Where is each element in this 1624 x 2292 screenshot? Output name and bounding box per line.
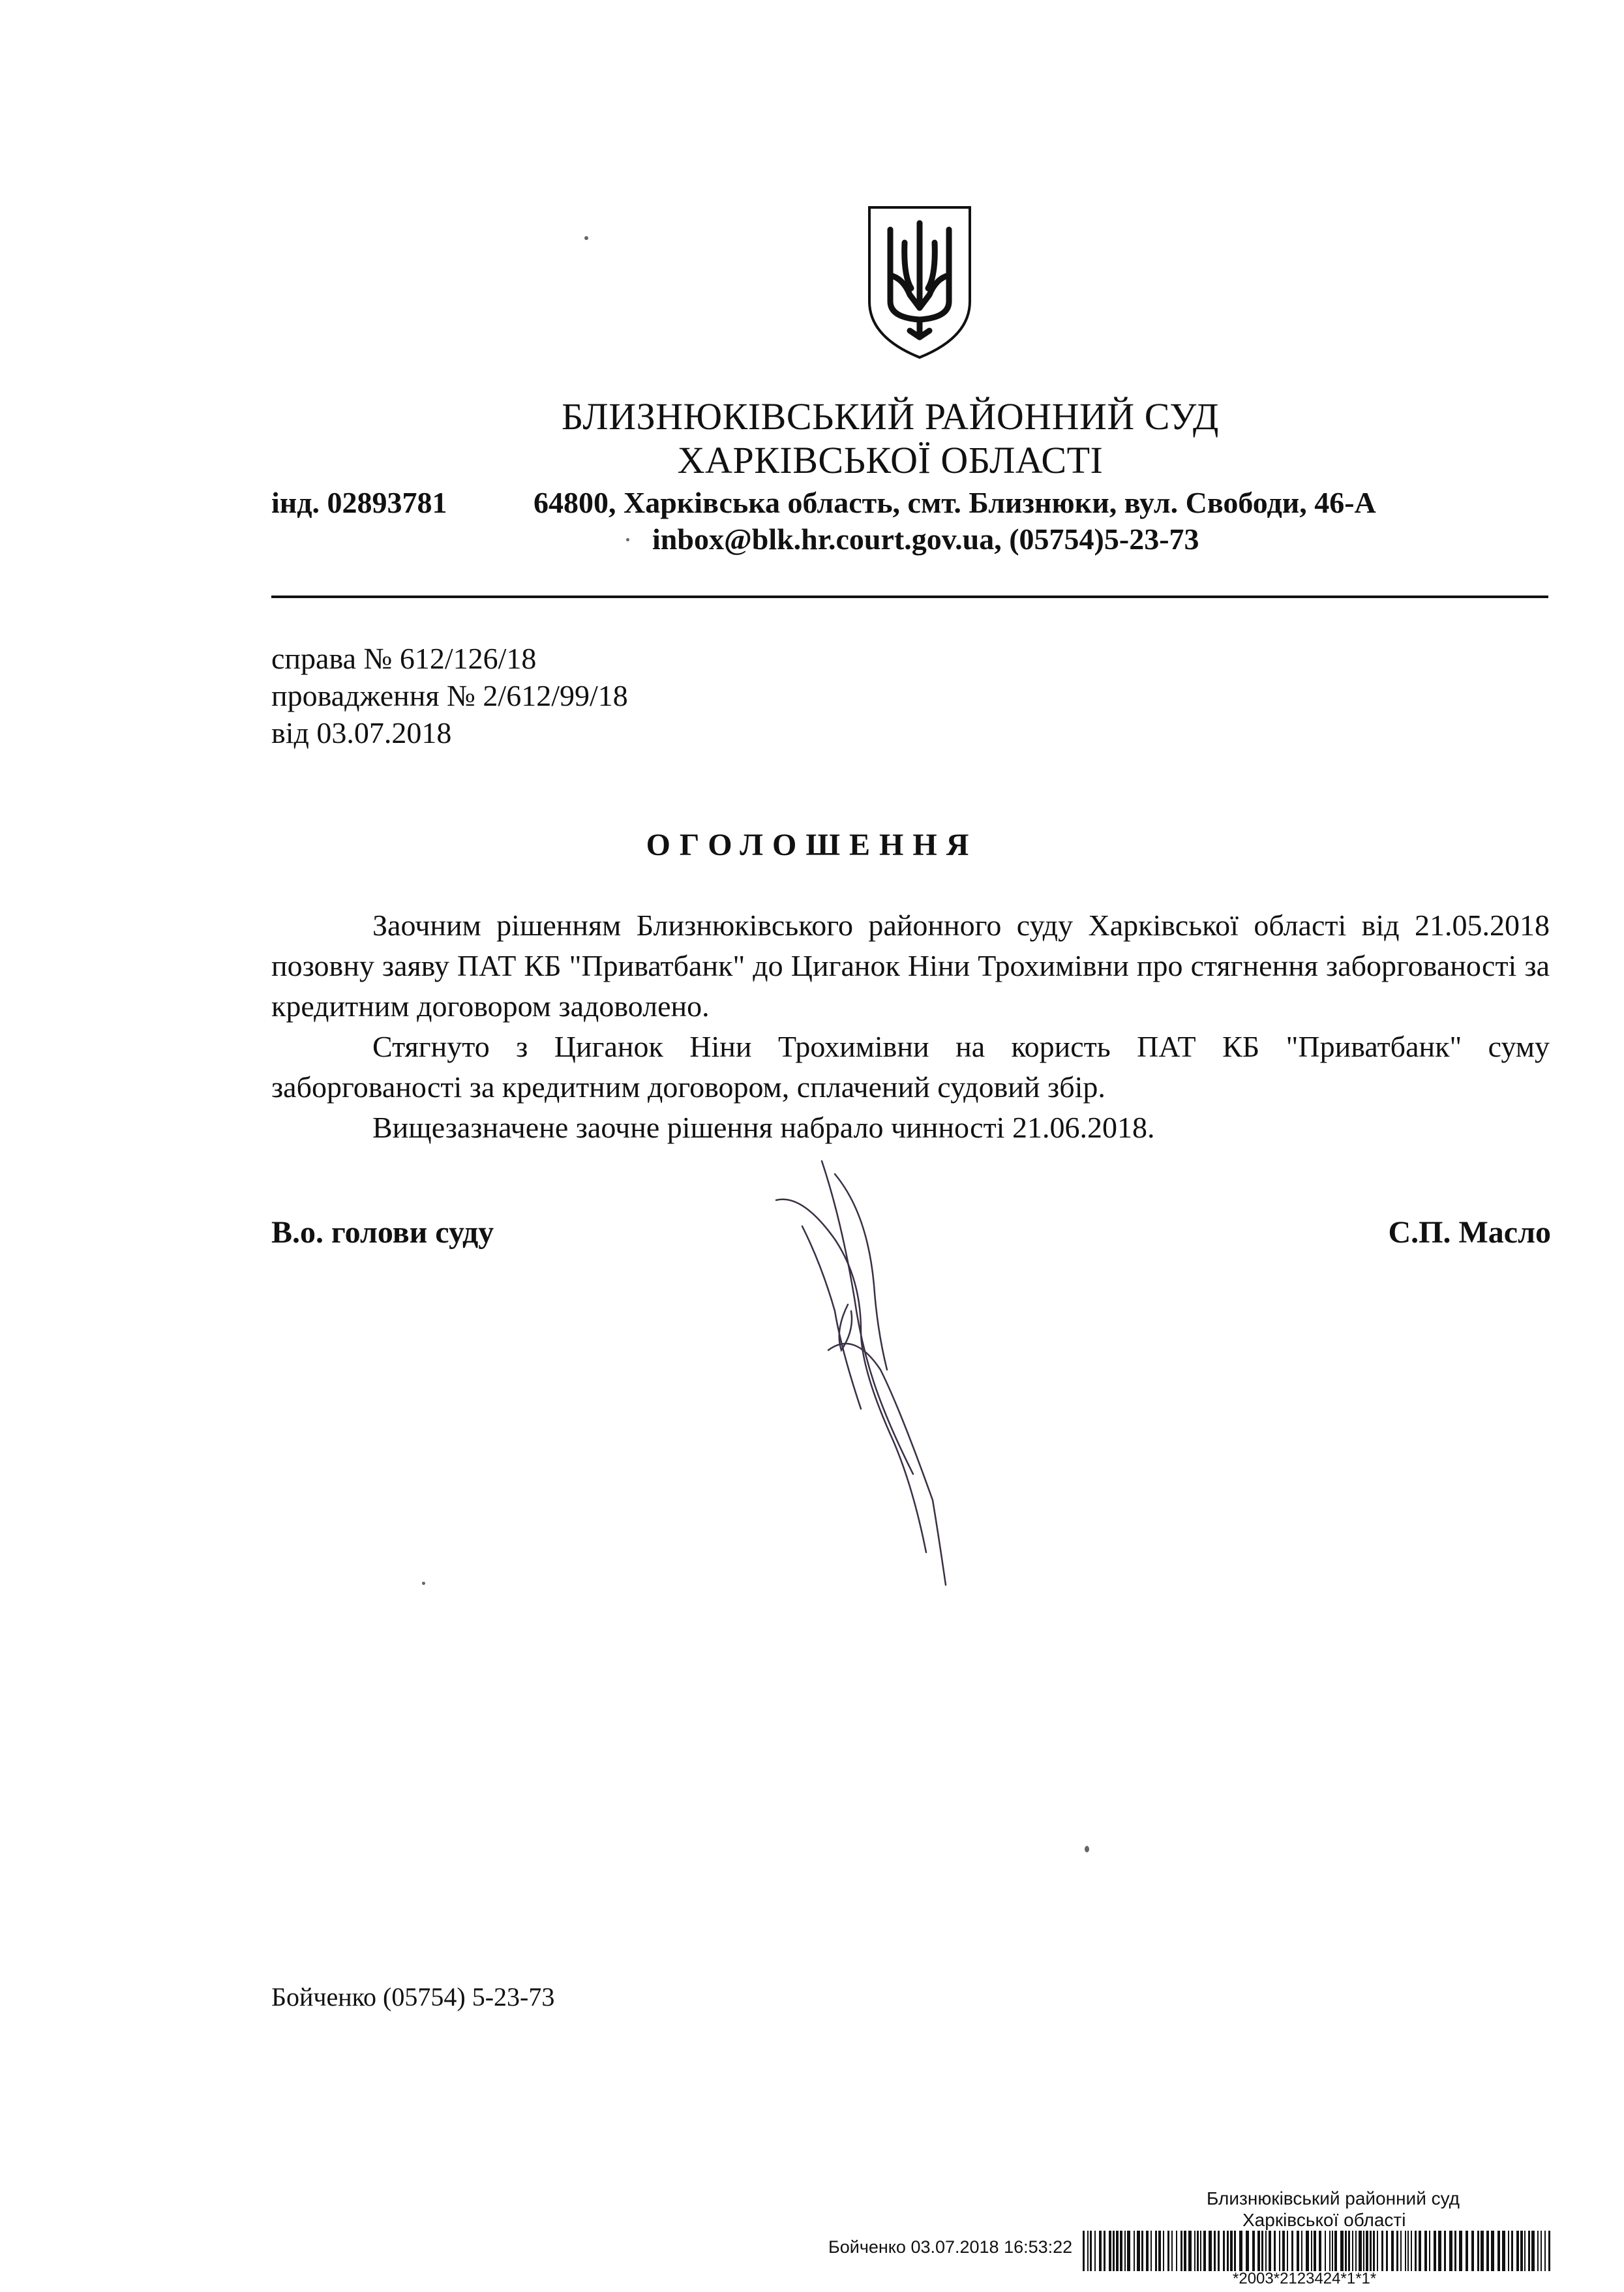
barcode-bar (1279, 2231, 1280, 2271)
barcode-bar (1116, 2231, 1119, 2271)
barcode-bar (1348, 2231, 1350, 2271)
scan-speck (422, 1582, 425, 1585)
barcode-bar (1334, 2231, 1337, 2271)
barcode-bar (1541, 2231, 1542, 2271)
stamp-court-line1: Близнюківський районний суд (1207, 2188, 1460, 2209)
barcode-bar (1319, 2231, 1321, 2271)
signatory-name: С.П. Масло (1388, 1215, 1551, 1250)
barcode-bar (1171, 2231, 1173, 2271)
ind-code: інд. 02893781 (271, 486, 447, 519)
barcode-bar (1528, 2231, 1530, 2271)
barcode-bar (1314, 2231, 1316, 2271)
document-date: від 03.07.2018 (271, 716, 452, 749)
handwritten-signature (763, 1135, 959, 1591)
barcode-bar (1352, 2231, 1353, 2271)
barcode-bar (1306, 2231, 1309, 2271)
barcode-bar (1537, 2231, 1539, 2271)
barcode-bar (1520, 2231, 1523, 2271)
barcode-bar (1444, 2231, 1446, 2271)
barcode-bar (1083, 2231, 1085, 2271)
barcode-bar (1386, 2231, 1388, 2271)
barcode-bar (1511, 2231, 1513, 2271)
barcode-bar (1497, 2231, 1500, 2271)
barcode-bar (1188, 2231, 1192, 2271)
document-barcode (1083, 2231, 1552, 2271)
barcode-bar (1311, 2231, 1312, 2271)
barcode-bar (1218, 2231, 1220, 2271)
notice-paragraph-2: Стягнуто з Циганок Ніни Трохимівни на користь ПАТ КБ "Приватбанк" суму заборгованості за кредитним договором, сплачений судовий збір. (271, 1030, 1550, 1104)
barcode-bar (1087, 2231, 1089, 2271)
barcode-bar (1477, 2231, 1479, 2271)
barcode-bar (1454, 2231, 1456, 2271)
barcode-bar (1297, 2231, 1299, 2271)
header-divider (271, 596, 1548, 598)
barcode-bar (1141, 2231, 1143, 2271)
barcode-bar (1332, 2231, 1333, 2271)
barcode-bar (1194, 2231, 1195, 2271)
barcode-bar (1381, 2231, 1383, 2271)
barcode-bar (1486, 2231, 1489, 2271)
notice-paragraph-1: Заочним рішенням Близнюківського районного суду Харківської області від 21.05.2018 позовну заяву ПАТ КБ "Приватбанк" до Циганок Ніни Трохимівни про стягнення заборгованості за кредитним договором задоволено. (271, 909, 1550, 1023)
barcode-bar (1531, 2231, 1535, 2271)
barcode-bar (1261, 2231, 1263, 2271)
barcode-bar (1411, 2231, 1412, 2271)
barcode-bar (1291, 2231, 1293, 2271)
barcode-bar (1203, 2231, 1206, 2271)
scan-speck (584, 236, 588, 240)
barcode-bar (1355, 2231, 1357, 2271)
barcode-bar (1146, 2231, 1149, 2271)
court-address: 64800, Харківська область, смт. Близнюки, вул. Свободи, 46-А (534, 486, 1376, 519)
barcode-bar (1230, 2231, 1233, 2271)
barcode-bar (1287, 2231, 1288, 2271)
barcode-bar (1113, 2231, 1115, 2271)
barcode-bar (1163, 2231, 1164, 2271)
signatory-position: В.о. голови суду (271, 1215, 494, 1250)
notice-title: ОГОЛОШЕННЯ (646, 828, 978, 862)
barcode-bar (1405, 2231, 1406, 2271)
executor-contact: Бойченко (05754) 5-23-73 (271, 1982, 555, 2012)
barcode-bar (1373, 2231, 1375, 2271)
barcode-bar (1120, 2231, 1122, 2271)
barcode-bar (1400, 2231, 1402, 2271)
barcode-bar (1424, 2231, 1427, 2271)
barcode-bar (1227, 2231, 1229, 2271)
barcode-bar (1124, 2231, 1126, 2271)
barcode-bar (1481, 2231, 1484, 2271)
barcode-bar (1415, 2231, 1417, 2271)
barcode-bar (1269, 2231, 1271, 2271)
barcode-bar (1391, 2231, 1394, 2271)
barcode-bar (1099, 2231, 1102, 2271)
barcode-bar (1438, 2231, 1441, 2271)
notice-paragraph-3: Вищезазначене заочне рішення набрало чинності 21.06.2018. (372, 1111, 1155, 1144)
barcode-bar (1209, 2231, 1212, 2271)
coat-of-arms-emblem (864, 204, 975, 360)
barcode-bar (1508, 2231, 1509, 2271)
barcode-bar (1434, 2231, 1436, 2271)
barcode-bar (1429, 2231, 1430, 2271)
barcode-bar (1325, 2231, 1326, 2271)
barcode-bar (1234, 2231, 1236, 2271)
barcode-bar (1134, 2231, 1135, 2271)
court-name-line1: БЛИЗНЮКІВСЬКИЙ РАЙОННИЙ СУД (562, 395, 1219, 438)
barcode-bar (1370, 2231, 1372, 2271)
barcode-bar (1109, 2231, 1111, 2271)
barcode-bar (1449, 2231, 1452, 2271)
barcode-bar (1127, 2231, 1130, 2271)
court-name-line2: ХАРКІВСЬКОЇ ОБЛАСТІ (677, 439, 1104, 481)
barcode-bar (1197, 2231, 1199, 2271)
barcode-bar (1459, 2231, 1462, 2271)
barcode-bar (1329, 2231, 1331, 2271)
barcode-bar (1184, 2231, 1186, 2271)
barcode-bar (1090, 2231, 1092, 2271)
barcode-bar (1340, 2231, 1344, 2271)
barcode-bar (1137, 2231, 1140, 2271)
barcode-bar (1366, 2231, 1368, 2271)
barcode-bar (1396, 2231, 1398, 2271)
barcode-bar (1471, 2231, 1474, 2271)
barcode-bar (1167, 2231, 1169, 2271)
barcode-bar (1544, 2231, 1546, 2271)
barcode-bar (1257, 2231, 1260, 2271)
barcode-bar (1466, 2231, 1468, 2271)
barcode-bar (1104, 2231, 1105, 2271)
barcode-bar (1345, 2231, 1347, 2271)
barcode-bar (1407, 2231, 1409, 2271)
barcode-bar (1491, 2231, 1494, 2271)
barcode-number: *2003*2123424*1*1* (1233, 2270, 1377, 2287)
stamp-registration-meta: Бойченко 03.07.2018 16:53:22 (828, 2237, 1073, 2257)
scan-speck (626, 538, 629, 541)
barcode-bar (1282, 2231, 1285, 2271)
court-email-phone: inbox@blk.hr.court.gov.ua, (05754)5-23-73 (652, 522, 1199, 556)
barcode-bar (1516, 2231, 1519, 2271)
barcode-bar (1155, 2231, 1157, 2271)
barcode-bar (1524, 2231, 1526, 2271)
barcode-bar (1502, 2231, 1505, 2271)
barcode-bar (1200, 2231, 1201, 2271)
barcode-bar (1150, 2231, 1152, 2271)
barcode-bar (1301, 2231, 1302, 2271)
barcode-bar (1265, 2231, 1267, 2271)
barcode-bar (1548, 2231, 1550, 2271)
barcode-bar (1363, 2231, 1364, 2271)
barcode-bar (1239, 2231, 1242, 2271)
stamp-court-line2: Харківської області (1242, 2210, 1406, 2230)
barcode-bar (1180, 2231, 1182, 2271)
case-number: справа № 612/126/18 (271, 642, 537, 675)
barcode-bar (1359, 2231, 1362, 2271)
scan-speck (1085, 1846, 1089, 1852)
barcode-bar (1246, 2231, 1249, 2271)
barcode-bar (1419, 2231, 1421, 2271)
barcode-bar (1274, 2231, 1276, 2271)
barcode-bar (1176, 2231, 1177, 2271)
barcode-bar (1094, 2231, 1096, 2271)
barcode-bar (1377, 2231, 1378, 2271)
barcode-bar (1252, 2231, 1255, 2271)
barcode-bar (1214, 2231, 1216, 2271)
proceeding-number: провадження № 2/612/99/18 (271, 679, 628, 712)
barcode-bar (1223, 2231, 1225, 2271)
barcode-bar (1158, 2231, 1161, 2271)
